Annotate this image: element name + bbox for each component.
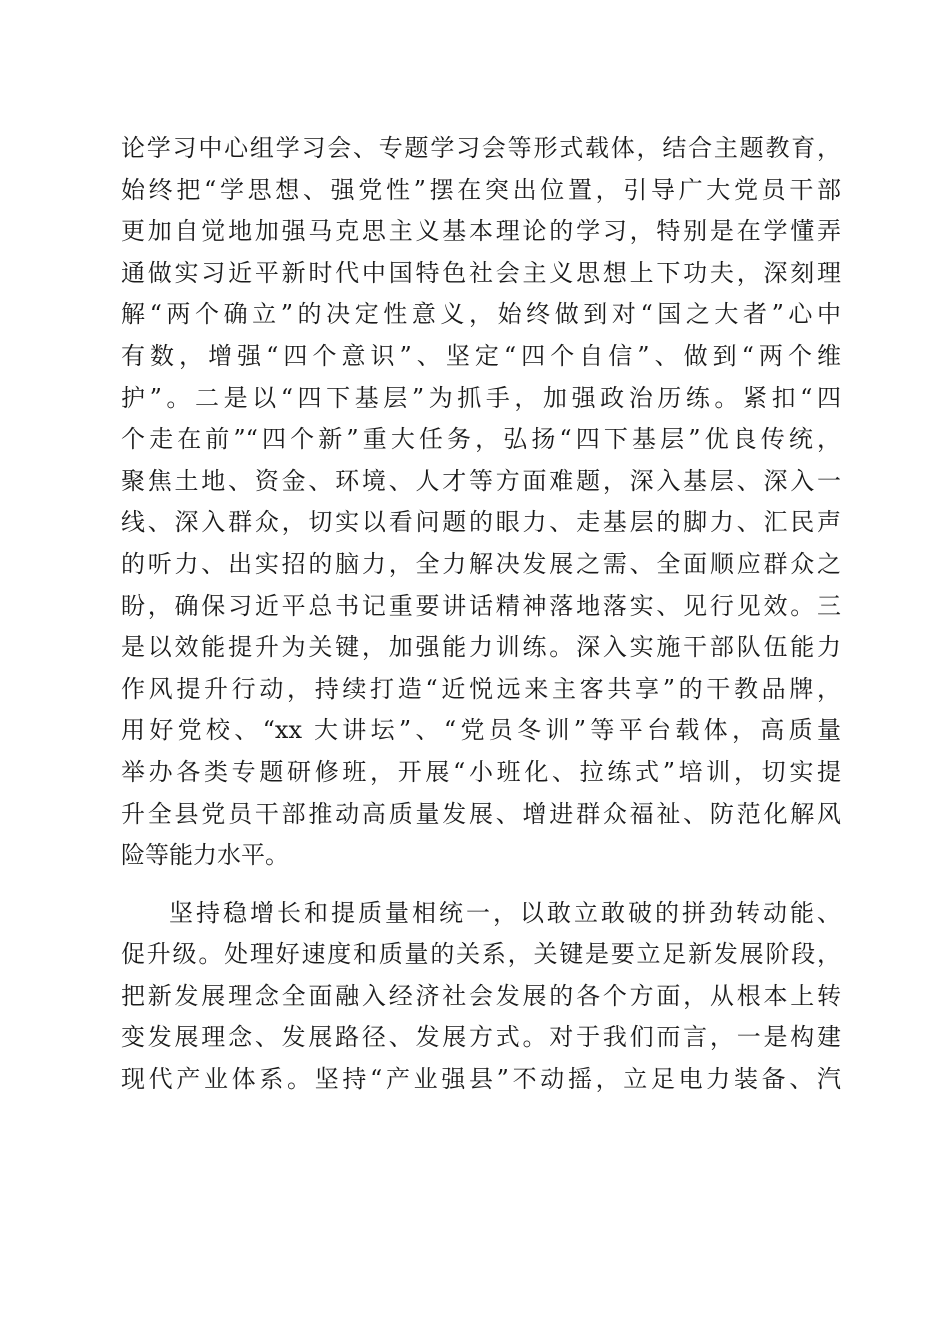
text-line: 个走在前”“四个新”重大任务，弘扬“四下基层”优良传统，: [121, 425, 841, 454]
paragraph-gap: [121, 877, 841, 893]
text-line: 始终把“学思想、强党性”摆在突出位置，引导广大党员干部: [121, 175, 841, 204]
text-line: 盼，确保习近平总书记重要讲话精神落地落实、见行见效。三: [121, 591, 841, 620]
text-line: 用好党校、“xx 大讲坛”、“党员冬训”等平台载体，高质量: [121, 716, 841, 745]
text-line: 线、深入群众，切实以看问题的眼力、走基层的脚力、汇民声: [121, 508, 841, 537]
text-line: 现代产业体系。坚持“产业强县”不动摇，立足电力装备、汽: [121, 1065, 841, 1094]
text-line: 更加自觉地加强马克思主义基本理论的学习，特别是在学懂弄: [121, 217, 841, 246]
text-line: 通做实习近平新时代中国特色社会主义思想上下功夫，深刻理: [121, 258, 841, 287]
paragraph-1: [121, 128, 841, 877]
text-line: 促升级。处理好速度和质量的关系，关键是要立足新发展阶段，: [121, 940, 841, 969]
text-line: 把新发展理念全面融入经济社会发展的各个方面，从根本上转: [121, 981, 841, 1010]
text-line: 升全县党员干部推动高质量发展、增进群众福祉、防范化解风: [121, 799, 841, 828]
text-line: 护”。二是以“四下基层”为抓手，加强政治历练。紧扣“四: [121, 383, 841, 412]
text-line: 是以效能提升为关键，加强能力训练。深入实施干部队伍能力: [121, 633, 841, 662]
document-body: [121, 128, 841, 1101]
text-line: 变发展理念、发展路径、发展方式。对于我们而言，一是构建: [121, 1023, 841, 1052]
text-line: 险等能力水平。: [121, 841, 289, 870]
text-line: 聚焦土地、资金、环境、人才等方面难题，深入基层、深入一: [121, 466, 841, 495]
text-line: 举办各类专题研修班，开展“小班化、拉练式”培训，切实提: [121, 757, 841, 786]
paragraph-2: [121, 893, 841, 1101]
text-line: 作风提升行动，持续打造“近悦远来主客共享”的干教品牌，: [121, 674, 841, 703]
text-line: 的听力、出实招的脑力，全力解决发展之需、全面顺应群众之: [121, 549, 841, 578]
text-line: 坚持稳增长和提质量相统一，以敢立敢破的拼劲转动能、: [169, 898, 841, 927]
text-line: 论学习中心组学习会、专题学习会等形式载体，结合主题教育，: [121, 134, 841, 162]
text-line: 有数，增强“四个意识”、坚定“四个自信”、做到“两个维: [121, 341, 841, 370]
text-line: 解“两个确立”的决定性意义，始终做到对“国之大者”心中: [121, 300, 841, 329]
